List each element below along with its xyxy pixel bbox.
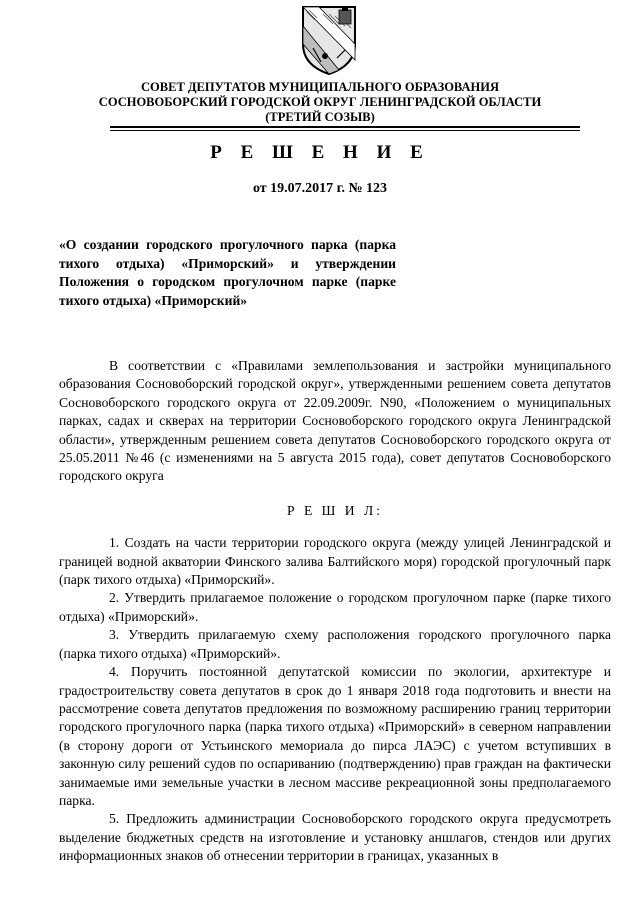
preamble-paragraph: В соответствии с «Правилами землепользования и застройки муниципального образования Сосновоборский городской округ», утвержденными решением совета депутатов Сосновоборского городского округа от 22.09.2009г. N90, «Положением о муниципальных парках, садах и скверах на территории Сосновоборского городского округа Ленинградской области», утвержденным решением совета депутатов Сосновоборского городского округа от 25.05.2011 №46 (с изменениями на 5 августа 2015 года), совет депутатов Сосновоборского городского округа	[59, 358, 611, 484]
item-paragraph-5: 5. Предложить администрации Сосновоборского городского округа предусмотреть выделение бюджетных средств на изготовление и установку аншлагов, стендов или других информационных знаков об отнесении территории в границах, указанных в	[59, 811, 611, 864]
decision-date-number: от 19.07.2017 г. № 123	[252, 181, 388, 196]
item-paragraph-3: 3. Утвердить прилагаемую схему расположения городского прогулочного парка (парка тихого отдыха) «Приморский».	[59, 627, 611, 661]
header-rule-thick	[110, 126, 580, 128]
decision-body	[59, 357, 611, 866]
item-paragraph-4: 4. Поручить постоянной депутатской комиссии по экологии, архитектуре и градостроительству совета депутатов в срок до 1 января 2018 года подготовить и внести на рассмотрение совета депутатов предложения по возможному расширению границ территории городского прогулочного парка (парка тихого отдыха) «Приморский» в северном направлении (в сторону дороги от Устьинского мемориала до пирса ЛАЭС) с учетом вступивших в законную силу решений судов по оспариванию (подтверждению) прав граждан на фактически занимаемые ими земельные участки в лесном массиве рекреационной зоны предполагаемого парка.	[59, 664, 611, 808]
item-paragraph-1: 1. Создать на части территории городского округа (между улицей Ленинградской и границей водной акватории Финского залива Балтийского моря) городской прогулочный парк (парк тихого отдыха) «Приморский».	[59, 535, 611, 588]
decision-subject: «О создании городского прогулочного парка (парка тихого отдыха) «Приморский» и утверждении Положения о городском прогулочном парке (парке тихого отдыха) «Приморский»	[59, 237, 396, 308]
convocation-line: (ТРЕТИЙ СОЗЫВ)	[265, 110, 375, 124]
council-name-line-1: СОВЕТ ДЕПУТАТОВ МУНИЦИПАЛЬНОГО ОБРАЗОВАНИЯ	[141, 80, 499, 94]
header-rule-thin	[110, 130, 580, 131]
council-header	[60, 80, 580, 125]
decision-title: Р Е Ш Е Н И Е	[210, 142, 430, 163]
item-paragraph-2: 2. Утвердить прилагаемое положение о городском прогулочном парке (парке тихого отдыха) «Приморский».	[59, 590, 611, 624]
coat-of-arms-emblem	[299, 4, 359, 76]
council-name-line-2: СОСНОВОБОРСКИЙ ГОРОДСКОЙ ОКРУГ ЛЕНИНГРАДСКОЙ ОБЛАСТИ	[98, 95, 542, 109]
resolved-heading: Р Е Ш И Л:	[287, 502, 383, 518]
